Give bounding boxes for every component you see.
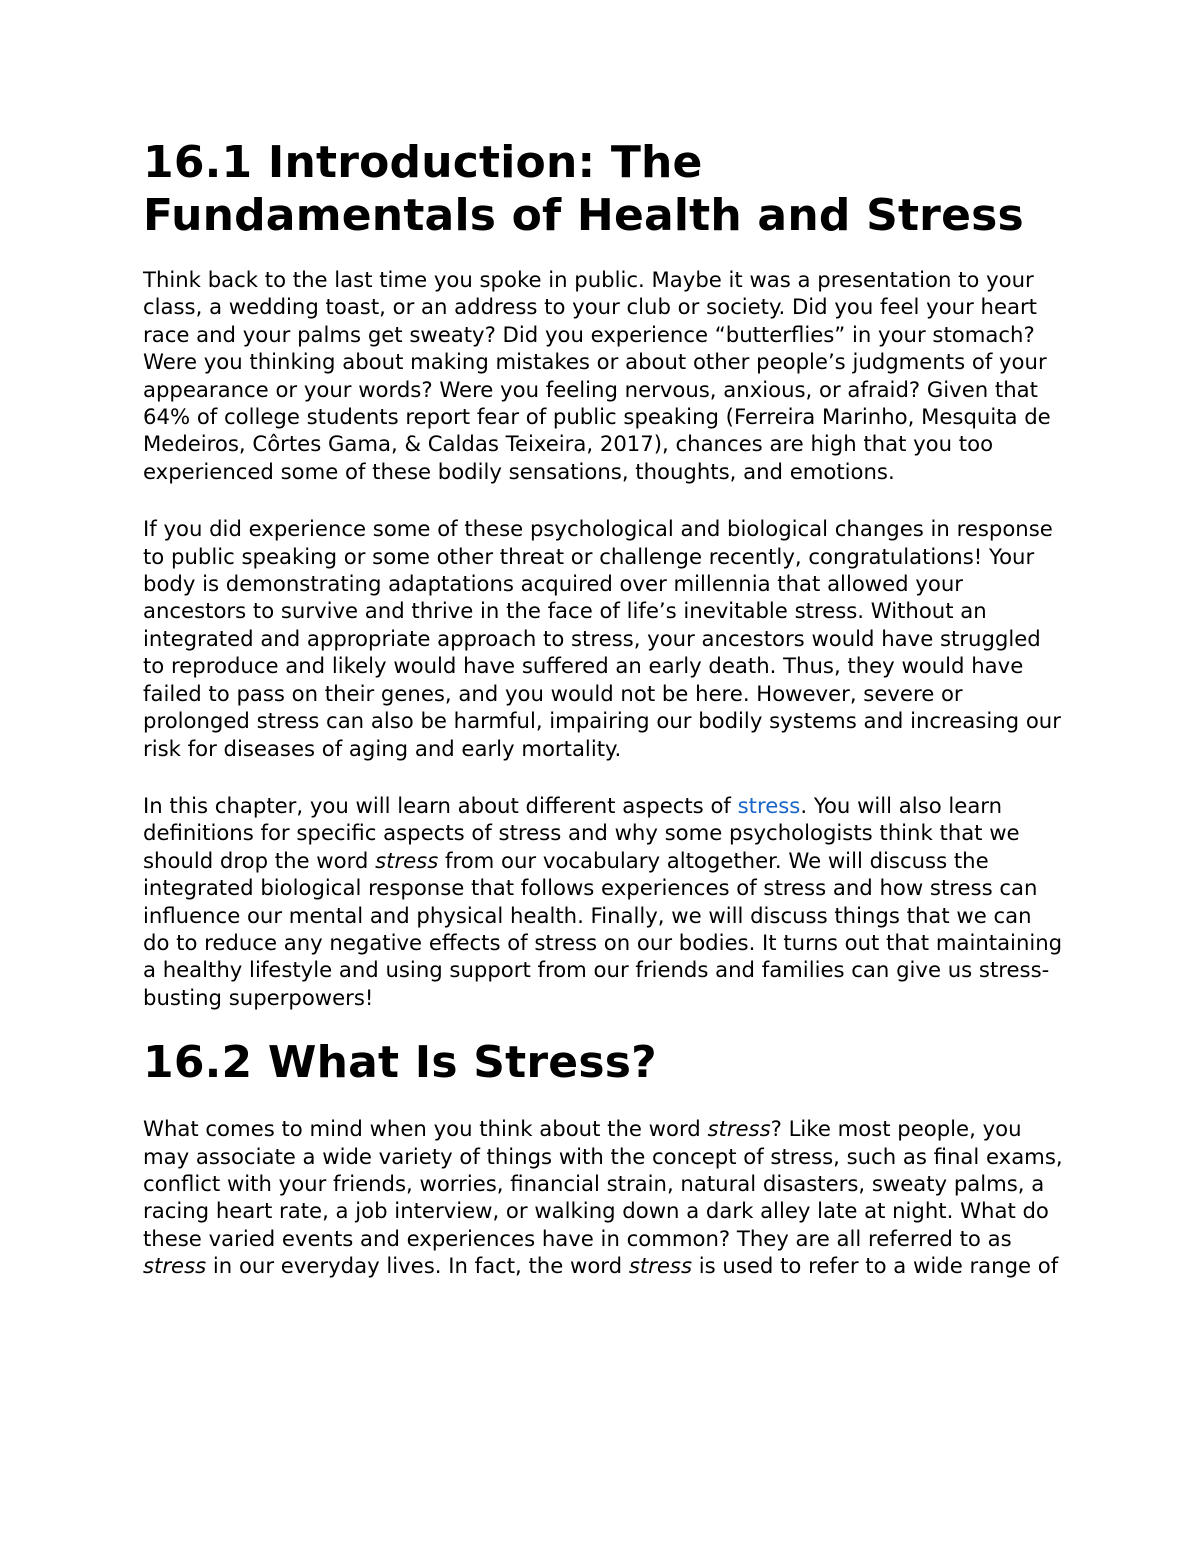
section-heading-16-2: 16.2 What Is Stress? <box>143 1037 657 1089</box>
emphasized-term: stress <box>628 1253 692 1279</box>
heading-line-1: 16.1 Introduction: The <box>143 137 703 188</box>
paragraph-text: In this chapter, you will learn about different aspects of <box>143 792 738 818</box>
intro-paragraph-2: If you did experience some of these psychological and biological changes in response to public speaking or some other threat or challenge recently, congratulations! Your body is demonstrating adaptations acquired over millennia that allowed your ancestors to survive and thrive in the face of life’s inevitable stress. Without an integrated and appropriate approach to stress, your ancestors would have struggled to reproduce and likely would have suffered an early death. Thus, they would have failed to pass on their genes, and you would not be here. However, severe or prolonged stress can also be harmful, impairing our bodily systems and increasing our risk for diseases of aging and early mortality. <box>143 516 1061 761</box>
intro-paragraph-3 <box>143 792 1063 1011</box>
emphasized-term: stress <box>707 1116 771 1142</box>
paragraph-text: in our everyday lives. In fact, the word <box>206 1253 629 1279</box>
paragraph-text: from our vocabulary altogether. We will discuss the integrated biological response that follows experiences of stress and how stress can influence our mental and physical health. Finally, we will discuss things that we can do to reduce any negative effects of stress on our bodies. It turns out that maintaining a healthy lifestyle and using support from our friends and families can give us stress-busting superpowers! <box>143 847 1063 1010</box>
emphasized-term: stress <box>143 1253 207 1279</box>
stress-glossary-link[interactable]: stress <box>737 792 801 818</box>
paragraph-text: is used to refer to a wide range of <box>692 1253 1059 1279</box>
paragraph-text: ? Like most people, you may associate a wide variety of things with the concept of stress, such as final exams, conflict with your friends, worries, financial strain, natural disasters, sweaty palms, a racing heart rate, a job interview, or walking down a dark alley late at night. What do these varied events and experiences have in common? They are all referred to as <box>143 1116 1063 1251</box>
paragraph-text: What comes to mind when you think about the word <box>143 1116 708 1142</box>
document-page <box>143 136 1063 1310</box>
what-is-stress-paragraph <box>143 1115 1063 1279</box>
emphasized-term: stress <box>375 847 439 873</box>
paragraph-text: . You will also learn definitions for specific aspects of stress and why some psychologists think that we should drop the word <box>143 792 1020 873</box>
heading-line-2: Fundamentals of Health and Stress <box>143 190 1024 241</box>
section-heading-16-1 <box>143 136 1063 242</box>
intro-paragraph-1: Think back to the last time you spoke in public. Maybe it was a presentation to your class, a wedding toast, or an address to your club or society. Did you feel your heart race and your palms get sweaty? Did you experience “butterflies” in your stomach? Were you thinking about making mistakes or about other people’s judgments of your appearance or your words? Were you feeling nervous, anxious, or afraid? Given that 64% of college students report fear of public speaking (Ferreira Marinho, Mesquita de Medeiros, Côrtes Gama, & Caldas Teixeira, 2017), chances are high that you too experienced some of these bodily sensations, thoughts, and emotions. <box>143 267 1051 484</box>
